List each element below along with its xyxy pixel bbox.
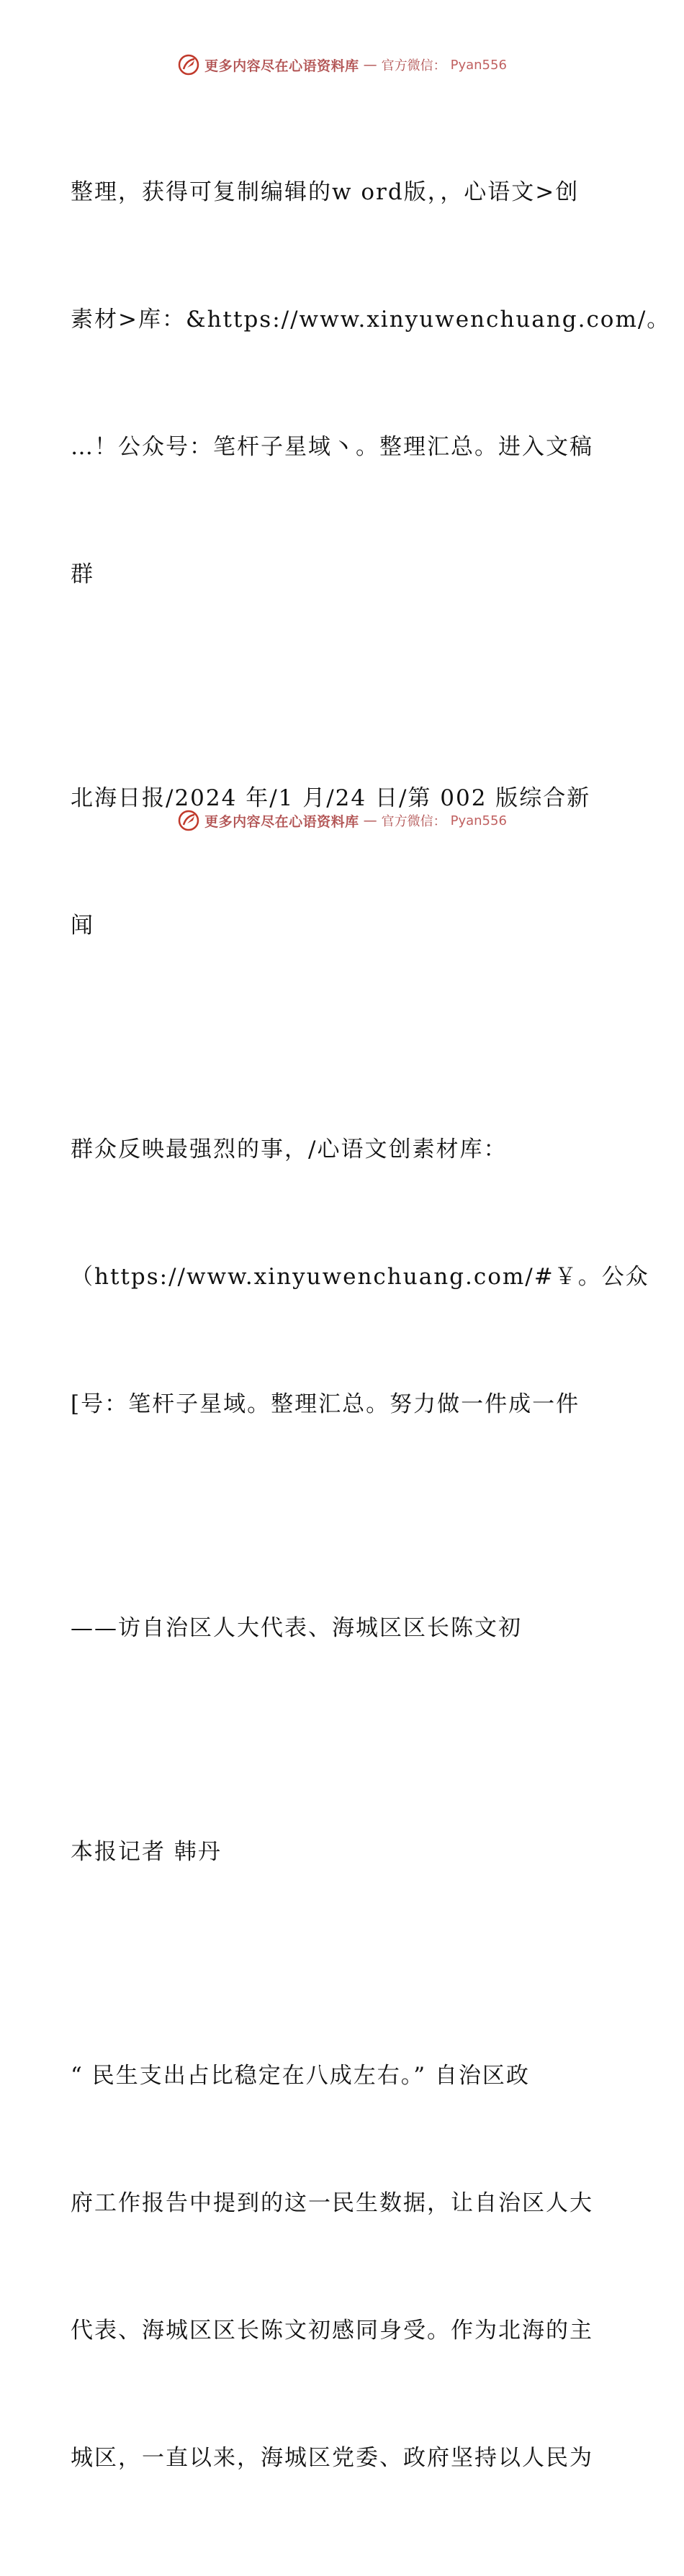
banner-dash: — — [363, 57, 377, 73]
text-line: …！公众号：笔杆子星域丶。整理汇总。进入文稿 — [71, 434, 593, 460]
text-line: 整理，获得可复制编辑的w ord版，，心语文>创 — [71, 179, 580, 205]
brand-logo-icon — [177, 809, 200, 832]
text-line: 代表、海城区区长陈文初感同身受。作为北海的主 — [71, 2318, 593, 2344]
banner-wechat-id: Pyan556 — [450, 813, 507, 828]
text-line: ——访自治区人大代表、海城区区长陈文初 — [71, 1615, 522, 1641]
text-line: 群 — [71, 561, 94, 587]
brand-logo-icon — [177, 53, 200, 76]
intro-paragraph — [71, 86, 671, 681]
header-banner — [0, 50, 684, 79]
text-line: 城区，一直以来，海城区党委、政府坚持以人民为 — [71, 2445, 593, 2471]
banner-wechat-id: Pyan556 — [450, 57, 507, 73]
text-line: 素材>库：&https://www.xinyuwenchuang.com/。 — [71, 307, 671, 333]
banner-subtitle: 官方微信： — [381, 814, 446, 829]
banner-subtitle: 官方微信： — [381, 58, 446, 73]
headline-paragraph — [71, 1044, 649, 1511]
text-line: “ 民生支出占比稳定在八成左右。” 自治区政 — [71, 2063, 530, 2089]
source-line — [71, 692, 618, 1032]
byline — [71, 1746, 618, 1958]
banner-title: 更多内容尽在心语资料库 — [204, 813, 359, 830]
text-line: 府工作报告中提到的这一民生数据，让自治区人大 — [71, 2190, 593, 2216]
text-line: 闻 — [71, 913, 94, 939]
text-line: 群众反映最强烈的事，/心语文创素材库： — [71, 1136, 508, 1162]
banner-title: 更多内容尽在心语资料库 — [204, 58, 359, 74]
text-line: [号：笔杆子星域。整理汇总。努力做一件成一件 — [71, 1391, 580, 1417]
subheadline — [71, 1522, 618, 1735]
banner-dash: — — [363, 813, 377, 828]
text-line: 本报记者 韩丹 — [71, 1839, 222, 1865]
footer-banner — [0, 806, 684, 835]
text-line: （https://www.xinyuwenchuang.com/#￥。公众 — [71, 1264, 649, 1290]
text-line: 北海日报/2024 年/1 月/24 日/第 002 版综合新 — [71, 785, 591, 811]
document-body — [71, 86, 671, 2576]
body-paragraph — [71, 1970, 618, 2564]
